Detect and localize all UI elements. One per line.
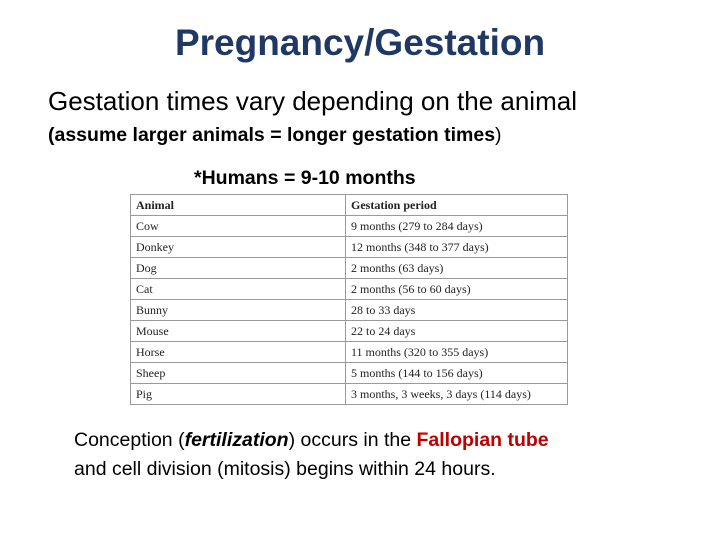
- animal-cell: Cat: [131, 279, 346, 300]
- humans-note: *Humans = 9-10 months: [194, 167, 416, 189]
- period-cell: 9 months (279 to 284 days): [346, 216, 568, 237]
- period-cell: 2 months (56 to 60 days): [346, 279, 568, 300]
- animal-cell: Cow: [131, 216, 346, 237]
- table-row: [131, 216, 568, 237]
- table-row: [131, 237, 568, 258]
- table-row: [131, 300, 568, 321]
- table-row: [131, 258, 568, 279]
- conception-part-1: Conception (: [74, 429, 185, 451]
- animal-cell: Pig: [131, 384, 346, 405]
- assumption-note-close: ): [495, 124, 502, 146]
- table-row: [131, 279, 568, 300]
- animal-cell: Dog: [131, 258, 346, 279]
- period-cell: 22 to 24 days: [346, 321, 568, 342]
- conception-line-2: and cell division (mitosis) begins within 24 hours.: [74, 458, 496, 480]
- slide-title: Pregnancy/Gestation: [174, 22, 546, 63]
- table-row: [131, 363, 568, 384]
- period-cell: 2 months (63 days): [346, 258, 568, 279]
- conception-text: [74, 426, 549, 484]
- table-row: [131, 384, 568, 405]
- period-cell: 28 to 33 days: [346, 300, 568, 321]
- period-cell: 12 months (348 to 377 days): [346, 237, 568, 258]
- slide-subtitle: Gestation times vary depending on the animal: [48, 86, 577, 116]
- animal-cell: Donkey: [131, 237, 346, 258]
- header-animal: Animal: [131, 195, 346, 216]
- gestation-table: [130, 194, 568, 405]
- period-cell: 3 months, 3 weeks, 3 days (114 days): [346, 384, 568, 405]
- table-row: [131, 342, 568, 363]
- assumption-note-text: (assume larger animals = longer gestation times: [48, 124, 496, 146]
- assumption-note: [48, 124, 502, 147]
- conception-line-1: [74, 426, 549, 455]
- period-cell: 11 months (320 to 355 days): [346, 342, 568, 363]
- table-header-row: [131, 195, 568, 216]
- header-gestation-period: Gestation period: [346, 195, 568, 216]
- fallopian-tube-term: Fallopian tube: [416, 429, 549, 451]
- animal-cell: Horse: [131, 342, 346, 363]
- period-cell: 5 months (144 to 156 days): [346, 363, 568, 384]
- animal-cell: Mouse: [131, 321, 346, 342]
- fertilization-term: fertilization: [184, 429, 289, 451]
- animal-cell: Bunny: [131, 300, 346, 321]
- gestation-table-container: [130, 194, 568, 404]
- animal-cell: Sheep: [131, 363, 346, 384]
- conception-part-2: ) occurs in the: [288, 429, 417, 451]
- table-row: [131, 321, 568, 342]
